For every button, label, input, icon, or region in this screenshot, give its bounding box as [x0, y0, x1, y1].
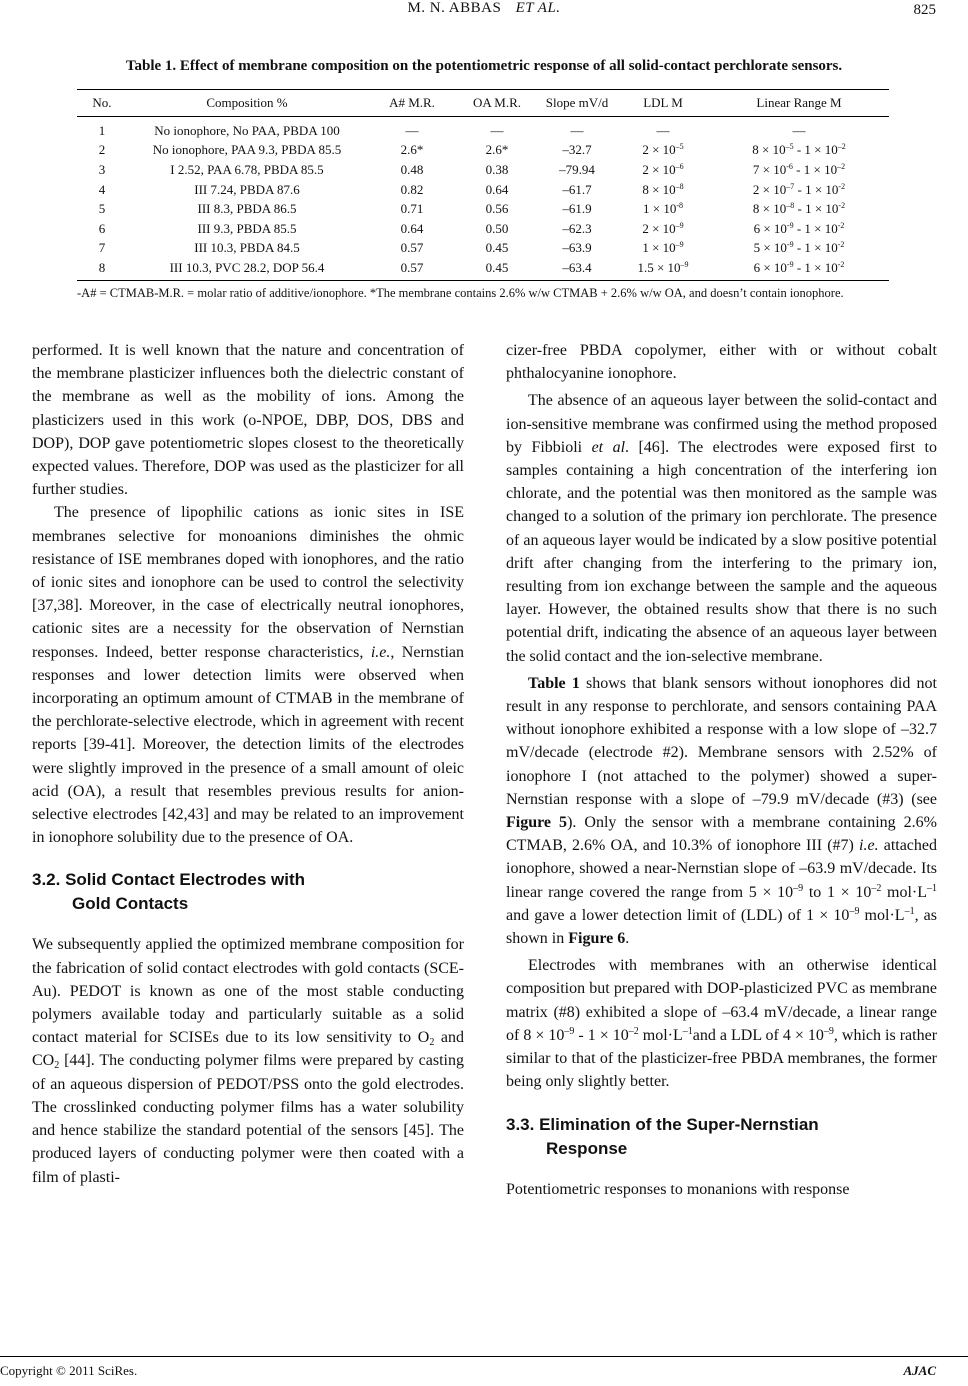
table-cell: III 10.3, PBDA 84.5: [194, 240, 300, 256]
table-cell: $5 \times 10^{-9} - 1 \times 10^{-2}$: [753, 240, 845, 256]
paragraph: The absence of an aqueous layer between the solid-contact and ion-sensitive membrane was confirmed using the method proposed by Fibbioli et al. [46]. The electrodes were exposed first to samples containing a high concentration of the interfering ion chlorate, and the potential was then monitored as the sample was changed to a solution of the primary ion perchlorate. The presence of an aqueous layer would be indicated by a slow positive potential drift after changing from the interfering to the primary ion, resulting from ion exchange between the sample and the aqueous layer. However, the obtained results show that there is no such potential drift, indicating the absence of an aqueous layer between the solid contact and the ion-selective membrane.: [506, 392, 937, 665]
footer-rule: [0, 1356, 968, 1357]
table-cell: 8: [77, 258, 127, 280]
table-cell: $2 \times 10^{-7} - 1 \times 10^{-2}$: [752, 181, 846, 197]
table-footnote: -A# = CTMAB-M.R. = molar ratio of additive/ionophore. *The membrane contains 2.6% w/w CTMAB + 2.6% w/w OA, and doesn’t contain ionophore.: [77, 286, 844, 300]
table-cell: –79.94: [559, 161, 595, 177]
table-cell: 0.45: [457, 258, 537, 280]
table-cell: $6 \times 10^{-9} - 1 \times 10^{-2}$: [753, 220, 845, 236]
table-cell: I 2.52, PAA 6.78, PBDA 85.5: [170, 161, 324, 177]
table-cell: —: [792, 122, 806, 138]
table-cell: $8 \times 10^{-8} - 1 \times 10^{-2}$: [752, 201, 846, 217]
table-cell: 0.50: [485, 220, 509, 236]
right-column: [506, 339, 937, 1201]
paragraph: Potentiometric responses to monanions with response: [506, 1180, 850, 1198]
table-cell: No ionophore, No PAA, PBDA 100: [154, 122, 340, 138]
table-cell: $8 \times 10^{-8}$: [642, 181, 684, 197]
table-header-row: [77, 90, 889, 117]
composition-table: [77, 89, 889, 281]
table-cell: –63.9: [562, 240, 592, 256]
table-cell: $6 \times 10^{-9} - 1 \times 10^{-2}$: [709, 258, 889, 280]
table-cell: 3: [98, 161, 106, 177]
table-cell: –61.9: [562, 201, 592, 217]
col-header-linear-range: Linear Range M: [709, 90, 889, 117]
table-row: [77, 141, 889, 161]
col-header-slope: Slope mV/d: [537, 90, 617, 117]
paragraph: cizer-free PBDA copolymer, either with or without cobalt phthalocyanine ionophore.: [506, 342, 937, 383]
left-column: [32, 339, 464, 1189]
table-cell: III 7.24, PBDA 87.6: [194, 181, 300, 197]
table-row: [77, 258, 889, 280]
paragraph: performed. It is well known that the nature and concentration of the membrane plasticizer influences both the dielectric constant of the membrane as well as the mobility of ions. Among the plasticizers used in this work (o-NPOE, DBP, DOS, DBS and DOP), DOP gave potentiometric slopes closest to the theoretically expected values. Therefore, DOP was used as the plasticizer for all further studies.: [32, 342, 464, 499]
table-cell: 2: [98, 142, 106, 158]
table-cell: 0.64: [485, 181, 509, 197]
table-cell: 0.57: [400, 240, 424, 256]
table-cell: 2.6*: [485, 142, 509, 158]
table-cell: $2 \times 10^{-6}$: [642, 161, 684, 177]
table-cell: 0.48: [400, 161, 424, 177]
table-row: [77, 180, 889, 200]
col-header-no: No.: [77, 90, 127, 117]
table-cell: 4: [98, 181, 106, 197]
header-authors: M. N. ABBAS: [407, 0, 502, 16]
table-cell: 0.71: [400, 201, 424, 217]
table-cell: 5: [98, 201, 106, 217]
table-row: [77, 160, 889, 180]
table-cell: –63.4: [537, 258, 617, 280]
page-number: 825: [913, 2, 936, 18]
table-cell: $7 \times 10^{-6} - 1 \times 10^{-2}$: [752, 161, 846, 177]
col-header-ldl: LDL M: [617, 90, 709, 117]
col-header-composition: Composition %: [127, 90, 367, 117]
table-cell: III 8.3, PBDA 86.5: [197, 201, 297, 217]
table-cell: 0.56: [485, 201, 509, 217]
table-cell: $1 \times 10^{-8}$: [642, 201, 683, 217]
paragraph: Electrodes with membranes with an otherwise identical composition but prepared with DOP-plasticized PVC as membrane matrix (#8) exhibited a slope of –63.4 mV/decade, a linear range of $8 \times 10^{-9} - 1 \times 10^{-2}$ $mol\cdot L^{-1}and$ a LDL of $4 \times 10^{-9}$, which is rather similar to that of the plasticizer-free PBDA membranes, the former being only slightly better.: [506, 957, 938, 1091]
table-row: [77, 239, 889, 259]
col-header-am: A# M.R.: [367, 90, 457, 117]
header-etal: ET AL.: [515, 0, 561, 16]
paragraph: Table 1 shows that blank sensors without ionophores did not result in any response to perchlorate, and sensors containing PAA without ionophore exhibited a response with a low slope of –32.7 mV/decade (electrode #2). Membrane sensors with 2.52% of ionophore I (not attached to the polymer) showed a super-Nernstian response with a slope of –79.9 mV/decade (#3) (see Figure 5). Only the sensor with a membrane containing 2.6% CTMAB, 2.6% OA, and 10.3% of ionophore III (#7) i.e. attached ionophore, showed a near-Nernstian slope of –63.9 mV/decade. Its linear range covered the range from $5 \times 10^{-9}$ to $1 \times 10^{-2}$ $mol\cdot L^{-1}$ and gave a lower detection limit of (LDL) of $1 \times 10^{-9}$ $mol\cdot L^{-1}$, as shown in Figure 6.: [506, 674, 938, 948]
table-cell: —: [656, 122, 670, 138]
table-cell: 0.38: [485, 161, 509, 177]
table-cell: —: [490, 122, 504, 138]
section-heading-3-2: 3.2. Solid Contact Electrodes with Gold Contacts: [32, 870, 305, 914]
table-cell: 7: [98, 240, 106, 256]
table-cell: –61.7: [562, 181, 592, 197]
table-cell: $1 \times 10^{-9}$: [642, 240, 684, 256]
table-cell: III 10.3, PVC 28.2, DOP 56.4: [127, 258, 367, 280]
paragraph: We subsequently applied the optimized membrane composition for the fabrication of solid contact electrodes with gold contacts (SCE-Au). PEDOT is known as one of the most stable conducting polymers available today and particularly suitable as a solid contact material for SCISEs due to its low sensitivity to $O_2$ and $CO_2$ [44]. The conducting polymer films were prepared by casting of an aqueous dispersion of PEDOT/PSS onto the gold electrodes. The crosslinked conducting polymer films has a water solubility and hence stabilize the standard potential of the sensors [45]. The produced layers of conducting polymer were then coated with a film of plasti-: [32, 936, 464, 1186]
running-header: [0, 0, 968, 17]
table-cell: 6: [98, 220, 106, 236]
table-row: [77, 117, 889, 141]
table-cell: No ionophore, PAA 9.3, PBDA 85.5: [152, 142, 342, 158]
table-cell: 2.6*: [400, 142, 424, 158]
table-cell: $8 \times 10^{-5} - 1 \times 10^{-2}$: [752, 142, 846, 158]
table-row: [77, 199, 889, 219]
table-caption: Table 1. Effect of membrane composition on the potentiometric response of all solid-contact perchlorate sensors.: [125, 58, 843, 74]
table-cell: $2 \times 10^{-9}$: [642, 220, 684, 236]
table-row: [77, 219, 889, 239]
col-header-oa: OA M.R.: [457, 90, 537, 117]
table-cell: 1: [98, 122, 106, 138]
table-cell: 0.64: [400, 220, 424, 236]
journal-name: AJAC: [903, 1363, 936, 1378]
table-cell: 0.82: [400, 181, 424, 197]
paragraph: The presence of lipophilic cations as ionic sites in ISE membranes selective for monoanions diminishes the ohmic resistance of ISE membranes doped with ionophores, and the ratio of ionic sites and ionophore can be used to control the selectivity [37,38]. Moreover, in the case of electrically neutral ionophores, cationic sites are a necessity for the observation of Nernstian responses. Indeed, better response characteristics, i.e., Nernstian responses and lower detection limits were observed when incorporating an optimum amount of CTMAB in the membrane of the perchlorate-selective electrode, which in agreement with recent reports [39-41]. Moreover, the detection limits of the electrodes were slightly improved in the presence of a small amount of oleic acid (OA), a result that resembles previous results for anion-selective electrodes [42,43] and may be related to an improvement in ionophore solubility due to the presence of OA.: [32, 504, 464, 847]
table-cell: $1.5 \times 10^{-9}$: [617, 258, 709, 280]
table-cell: 0.57: [367, 258, 457, 280]
table-cell: –32.7: [562, 142, 592, 158]
table-cell: —: [405, 122, 419, 138]
table-cell: $2 \times 10^{-5}$: [642, 142, 684, 158]
table-cell: 0.45: [485, 240, 509, 256]
table-cell: —: [570, 122, 584, 138]
table-cell: –62.3: [562, 220, 592, 236]
section-heading-3-3: 3.3. Elimination of the Super-Nernstian Response: [506, 1114, 819, 1158]
copyright: Copyright © 2011 SciRes.: [0, 1363, 138, 1378]
table-cell: III 9.3, PBDA 85.5: [197, 220, 297, 236]
